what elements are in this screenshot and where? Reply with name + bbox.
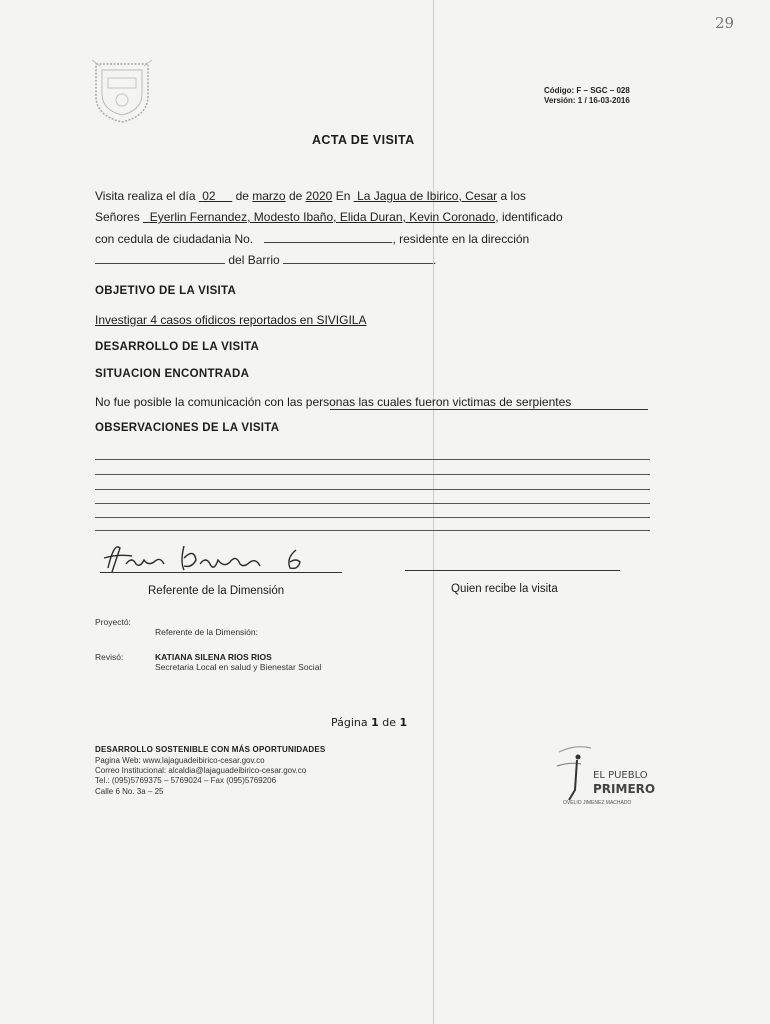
logo-line-1: EL PUEBLO [593,770,648,781]
projected-label: Proyectó: [95,617,131,627]
id-number-blank [264,231,392,243]
visited-persons: Eyerlin Fernandez, Modesto Ibaño, Elida Duran, Kevin Coronado, [149,210,499,224]
signature-label-left: Referente de la Dimensión [148,585,285,597]
footer-title: DESARROLLO SOSTENIBLE CON MÁS OPORTUNIDADES [95,745,326,754]
document-version: Versión: 1 / 16-03-2016 [544,96,630,105]
municipal-seal-icon [90,56,154,124]
page-corner-number: 29 [715,14,735,32]
page-number: Página 1 de 1 [331,716,408,729]
visit-place: La Jagua de Ibirico, Cesar [357,189,498,203]
footer-phone: Tel.: (095)5769375 – 5769024 – Fax (095)5769206 [95,776,277,785]
objective-heading: OBJETIVO DE LA VISITA [95,285,237,297]
observations-heading: OBSERVACIONES DE LA VISITA [95,422,280,434]
scan-fold-line [433,0,437,1024]
intro-text: de [288,189,303,203]
intro-text: En [335,189,351,203]
neighborhood-blank [283,252,433,264]
address-blank [95,252,225,264]
intro-line-1 [95,189,526,203]
footer-address: Calle 6 No. 3a – 25 [95,787,164,796]
intro-line-3 [95,231,529,246]
observation-line [95,474,650,475]
document-code-block [544,86,630,106]
document-code: Código: F – SGC – 028 [544,86,630,95]
el-pueblo-primero-logo [555,742,656,812]
observation-line [95,503,650,504]
intro-line-4 [95,252,436,267]
visit-year: 2020 [305,189,333,203]
intro-line-2 [95,210,563,224]
intro-text: de [235,189,249,203]
visit-day: 02 [202,189,216,203]
logo-caption: OVELIO JIMENEZ MACHADO [563,800,632,806]
reviewed-label: Revisó: [95,652,124,662]
visit-month: marzo [252,189,286,203]
development-heading: DESARROLLO DE LA VISITA [95,341,260,353]
situation-heading: SITUACION ENCONTRADA [95,368,250,380]
signature-line-left [100,572,342,573]
signature-label-right: Quien recibe la visita [451,583,558,595]
intro-text: , residente en la dirección [392,232,530,246]
intro-text: Visita realiza el día [95,189,196,203]
situation-underline [330,409,648,410]
signature-line-right [405,570,620,571]
intro-text: . [433,253,437,267]
observation-line [95,489,650,490]
intro-text: a los [500,189,526,203]
intro-text: del Barrio [228,253,280,267]
observation-line [95,530,650,531]
footer-email: Correo Institucional: alcaldia@lajaguadeibirico-cesar.gov.co [95,766,307,775]
intro-text: Señores [95,210,140,224]
reviewer-role: Secretaria Local en salud y Bienestar Social [155,662,322,672]
observation-line [95,459,650,460]
document-title: ACTA DE VISITA [312,133,415,147]
reviewer-name: KATIANA SILENA RIOS RIOS [155,652,272,662]
footer-web: Pagina Web: www.lajaguadeibirico-cesar.gov.co [95,756,265,765]
observation-line [95,517,650,518]
logo-line-2: PRIMERO [593,782,656,796]
objective-text: Investigar 4 casos ofidicos reportados en SIVIGILA [95,313,367,327]
intro-text: con cedula de ciudadania No. [95,232,254,246]
situation-text: No fue posible la comunicación con las personas las cuales fueron victimas de serpientes [95,395,572,409]
intro-text: identificado [501,210,563,224]
projected-value: Referente de la Dimensión: [155,627,259,637]
